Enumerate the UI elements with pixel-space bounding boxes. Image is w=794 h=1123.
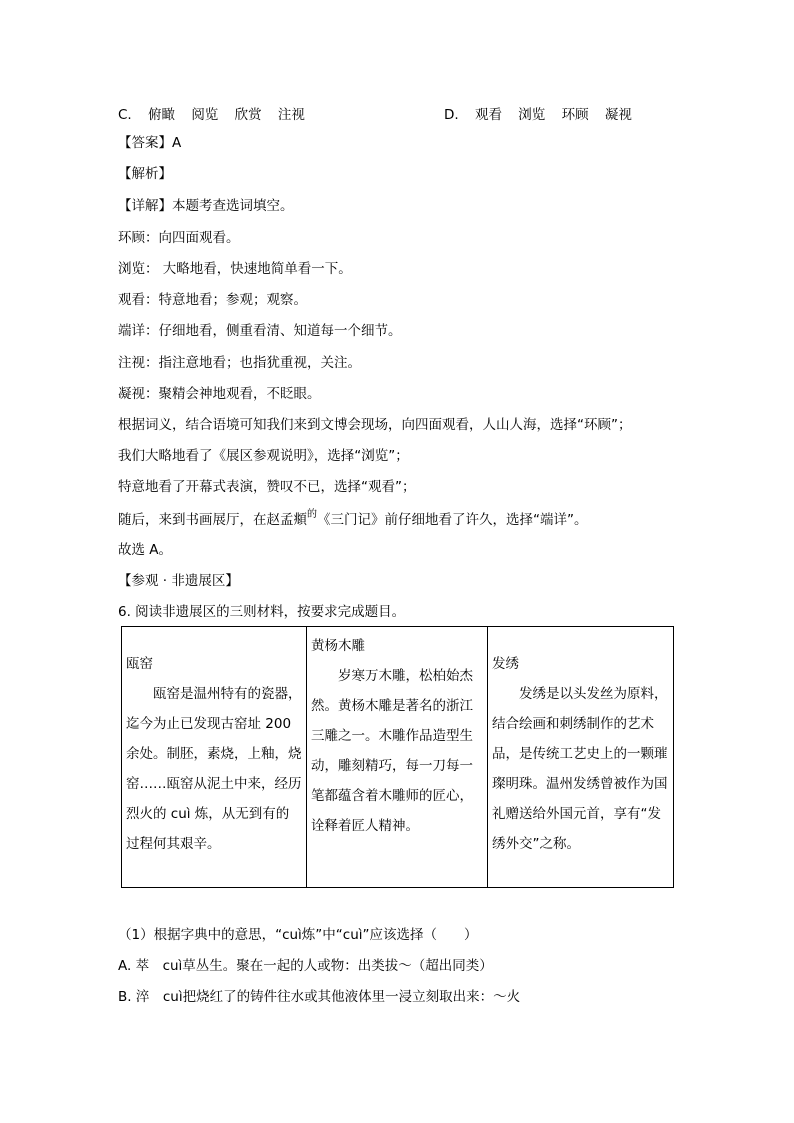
material-title: 发绣 <box>492 656 519 672</box>
material-title: 瓯窑 <box>126 656 153 672</box>
option-word: 观看 <box>474 107 502 123</box>
material-cell-faxiu <box>488 627 674 888</box>
option-c <box>118 103 305 123</box>
sub-question-1-option-a: A. 萃 cuì草丛生。聚在一起的人或物：出类拔～（超出同类） <box>118 958 493 974</box>
material-body: 岁寒万木雕，松柏始杰然。黄杨木雕是著名的浙江三雕之一。木雕作品造型生动，雕刻精巧，每一刀每一笔都蕴含着木雕师的匠心，诠释着匠人精神。 <box>311 668 473 834</box>
question-6-stem: 6. 阅读非遗展区的三则材料，按要求完成题目。 <box>118 604 406 620</box>
conclusion: 故选 A。 <box>118 542 173 558</box>
reasoning-line-last <box>118 511 588 531</box>
material-body: 发绣是以头发丝为原料，结合绘画和刺绣制作的艺术品，是传统工艺史上的一颗璀璨明珠。温州发绣曾被作为国礼赠送给外国元首，享有“发绣外交”之称。 <box>492 686 668 852</box>
option-word: 阅览 <box>191 107 219 123</box>
reasoning-line: 特意地看了开幕式表演，赞叹不已，选择“观看”； <box>118 479 416 495</box>
reasoning-text: 随后，来到书画展厅，在赵孟頫 <box>118 512 307 528</box>
option-word: 俯瞰 <box>148 107 176 123</box>
material-body: 瓯窑是温州特有的瓷器，迄今为止已发现古窑址 200 余处。制胚，素烧，上釉，烧窑……瓯窑从泥土中来，经历烈火的 cuì 炼，从无到有的过程何其艰辛。 <box>126 686 302 852</box>
material-cell-ouyao <box>122 627 307 888</box>
material-cell-huangyang <box>307 627 488 888</box>
option-label: D. <box>444 107 459 123</box>
option-word: 浏览 <box>518 107 546 123</box>
option-word: 注视 <box>277 107 305 123</box>
answer-tag: 【答案】 <box>118 135 172 151</box>
option-word: 环顾 <box>561 107 589 123</box>
reasoning-line: 根据词义，结合语境可知我们来到文博会现场，向四面观看，人山人海，选择“环顾”； <box>118 417 632 433</box>
materials-table <box>121 626 674 888</box>
section-title: 【参观 · 非遗展区】 <box>118 573 239 589</box>
sub-question-1-stem: （1）根据字典中的意思，“cuì炼”中“cuì”应该选择（ ） <box>118 927 478 943</box>
definition-line: 注视：指注意地看；也指犹重视，关注。 <box>118 355 361 371</box>
answer-value: A <box>172 135 182 151</box>
detail-tag: 【详解】 <box>118 198 172 214</box>
definition-line: 环顾：向四面观看。 <box>118 230 240 246</box>
option-word: 凝视 <box>604 107 632 123</box>
option-label: C. <box>118 107 132 123</box>
definition-line: 凝视：聚精会神地观看，不眨眼。 <box>118 386 321 402</box>
detail-intro <box>118 197 294 215</box>
detail-intro-text: 本题考查选词填空。 <box>172 198 294 214</box>
option-d <box>444 103 632 123</box>
option-word: 欣赏 <box>234 107 262 123</box>
definition-line: 浏览： 大略地看，快速地简单看一下。 <box>118 261 352 277</box>
superscript-char: 的 <box>307 509 317 520</box>
reasoning-line: 我们大略地看了《展区参观说明》，选择“浏览”； <box>118 448 409 464</box>
reasoning-text: 《三门记》前仔细地看了许久，选择“端详”。 <box>317 512 588 528</box>
answer-line <box>118 134 181 152</box>
definition-line: 观看：特意地看；参观；观察。 <box>118 292 307 308</box>
definition-line: 端详：仔细地看，侧重看清、知道每一个细节。 <box>118 323 402 339</box>
material-title: 黄杨木雕 <box>311 638 365 654</box>
sub-question-1-option-b: B. 淬 cuì把烧红了的铸件往水或其他液体里一浸立刻取出来：～火 <box>118 989 521 1005</box>
analysis-tag: 【解析】 <box>118 166 172 182</box>
